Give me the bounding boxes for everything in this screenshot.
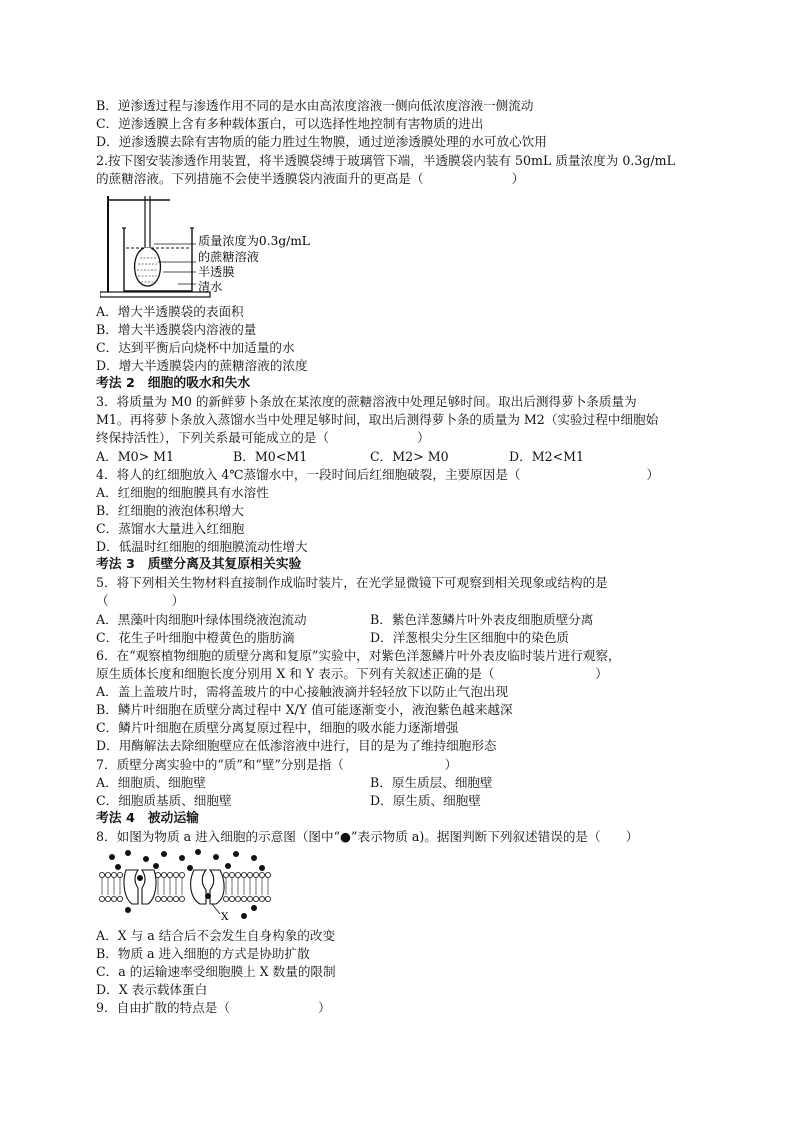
q6-option-b: B．鳞片叶细胞在质壁分离过程中 X/Y 值可能逐渐变小，液泡紫色越来越深	[96, 702, 513, 717]
q1-option-c: C．逆渗透膜上含有多种载体蛋白，可以选择性地控制有害物质的进出	[96, 116, 484, 131]
membrane-transport-figure	[98, 848, 278, 922]
q3-stem-3: 终保持活性），下列关系最可能成立的是（ ）	[96, 430, 430, 445]
section-heading-2: 考法 2 细胞的吸水和失水	[96, 376, 251, 391]
q5-option-a: A．黑藻叶肉细胞叶绿体围绕液泡流动	[96, 612, 307, 627]
q6-option-a: A．盖上盖玻片时，需将盖玻片的中心接触液滴并轻轻放下以防止气泡出现	[96, 684, 509, 699]
label-semipermeable-membrane: 半透膜	[198, 265, 235, 279]
q6-option-c: C．鳞片叶细胞在质壁分离复原过程中，细胞的吸水能力逐渐增强	[96, 720, 459, 735]
q7-option-d: D．原生质、细胞壁	[370, 793, 481, 808]
q8-option-d: D．X 表示载体蛋白	[96, 982, 208, 997]
q4-option-b: B．红细胞的液泡体积增大	[96, 503, 244, 518]
q8-stem: 8．如图为物质 a 进入细胞的示意图（图中“●”表示物质 a)。据图判断下列叙述错误的是（ ）	[96, 829, 639, 844]
q6-stem-2: 原生质体长度和细胞长度分别用 X 和 Y 表示。下列有关叙述正确的是（ ）	[96, 666, 608, 681]
q3-option-a: A．M0> M1	[96, 449, 175, 464]
q4-option-a: A．红细胞的细胞膜具有水溶性	[96, 485, 269, 500]
q8-option-b: B．物质 a 进入细胞的方式是协助扩散	[96, 946, 310, 961]
q3-option-d: D．M2<M1	[509, 449, 585, 464]
q5-option-b: B．紫色洋葱鳞片叶外表皮细胞质壁分离	[370, 612, 594, 627]
q2-option-d: D．增大半透膜袋内的蔗糖溶液的浓度	[96, 358, 308, 373]
q5-stem-2: （ ）	[96, 593, 185, 608]
section-heading-4: 考法 4 被动运输	[96, 811, 199, 826]
q8-option-a: A．X 与 a 结合后不会发生自身构象的改变	[96, 928, 336, 943]
q7-stem: 7．质壁分离实验中的“质”和“壁”分别是指（ ）	[96, 757, 458, 772]
label-solution-concentration: 质量浓度为0.3g/mL	[198, 234, 310, 248]
q9-stem: 9．自由扩散的特点是（ ）	[96, 1000, 331, 1015]
q8-option-c: C．a 的运输速率受细胞膜上 X 数量的限制	[96, 964, 336, 979]
q1-option-b: B．逆渗透过程与渗透作用不同的是水由高浓度溶液一侧向低浓度溶液一侧流动	[96, 98, 534, 113]
q5-stem-1: 5．将下列相关生物材料直接制作成临时装片，在光学显微镜下可观察到相关现象或结构的是	[96, 575, 608, 590]
q2-stem-1: 2.按下图安装渗透作用装置，将半透膜袋缚于玻璃管下端，半透膜袋内装有 50mL 质量浓度为 0.3g/mL	[96, 153, 675, 168]
q2-stem-2: 的蔗糖溶液。下列措施不会使半透膜袋内液面升的更高是（ ）	[96, 171, 525, 186]
q2-option-a: A．增大半透膜袋的表面积	[96, 304, 244, 319]
q6-option-d: D．用酶解法去除细胞壁应在低渗溶液中进行，目的是为了维持细胞形态	[96, 738, 497, 753]
q3-option-b: B．M0<M1	[233, 449, 308, 464]
q4-stem: 4．将人的红细胞放入 4℃蒸馏水中，一段时间后红细胞破裂，主要原因是（ ）	[96, 467, 660, 482]
q4-option-c: C．蒸馏水大量进入红细胞	[96, 521, 245, 536]
section-heading-3: 考法 3 质壁分离及其复原相关实验	[96, 557, 302, 572]
q1-option-d: D．逆渗透膜去除有害物质的能力胜过生物膜，通过逆渗透膜处理的水可放心饮用	[96, 134, 547, 149]
q3-stem-2: M1。再将萝卜条放入蒸馏水当中处理足够时间，取出后测得萝卜条的质量为 M2（实验过程中细胞始	[96, 412, 659, 427]
q3-option-c: C．M2> M0	[370, 449, 449, 464]
q7-option-a: A．细胞质、细胞壁	[96, 775, 206, 790]
q2-option-c: C．达到平衡后向烧杯中加适量的水	[96, 340, 295, 355]
q7-option-b: B．原生质层、细胞壁	[370, 775, 493, 790]
label-sucrose-solution: 的蔗糖溶液	[198, 250, 259, 264]
q6-stem-1: 6．在“观察植物细胞的质壁分离和复原”实验中，对紫色洋葱鳞片叶外表皮临时装片进行观察，	[96, 648, 621, 663]
q7-option-c: C．细胞质基质、细胞壁	[96, 793, 232, 808]
label-clear-water: 清水	[198, 280, 223, 294]
q5-option-d: D．洋葱根尖分生区细胞中的染色质	[370, 630, 570, 645]
label-x: X	[221, 911, 229, 922]
osmosis-apparatus-figure	[100, 192, 340, 298]
q2-option-b: B．增大半透膜袋内溶液的量	[96, 322, 257, 337]
q5-option-c: C．花生子叶细胞中橙黄色的脂肪滴	[96, 630, 295, 645]
q3-stem-1: 3．将质量为 M0 的新鲜萝卜条放在某浓度的蔗糖溶液中处理足够时间。取出后测得萝卜条质量为	[96, 394, 637, 409]
q4-option-d: D．低温时红细胞的细胞膜流动性增大	[96, 539, 308, 554]
